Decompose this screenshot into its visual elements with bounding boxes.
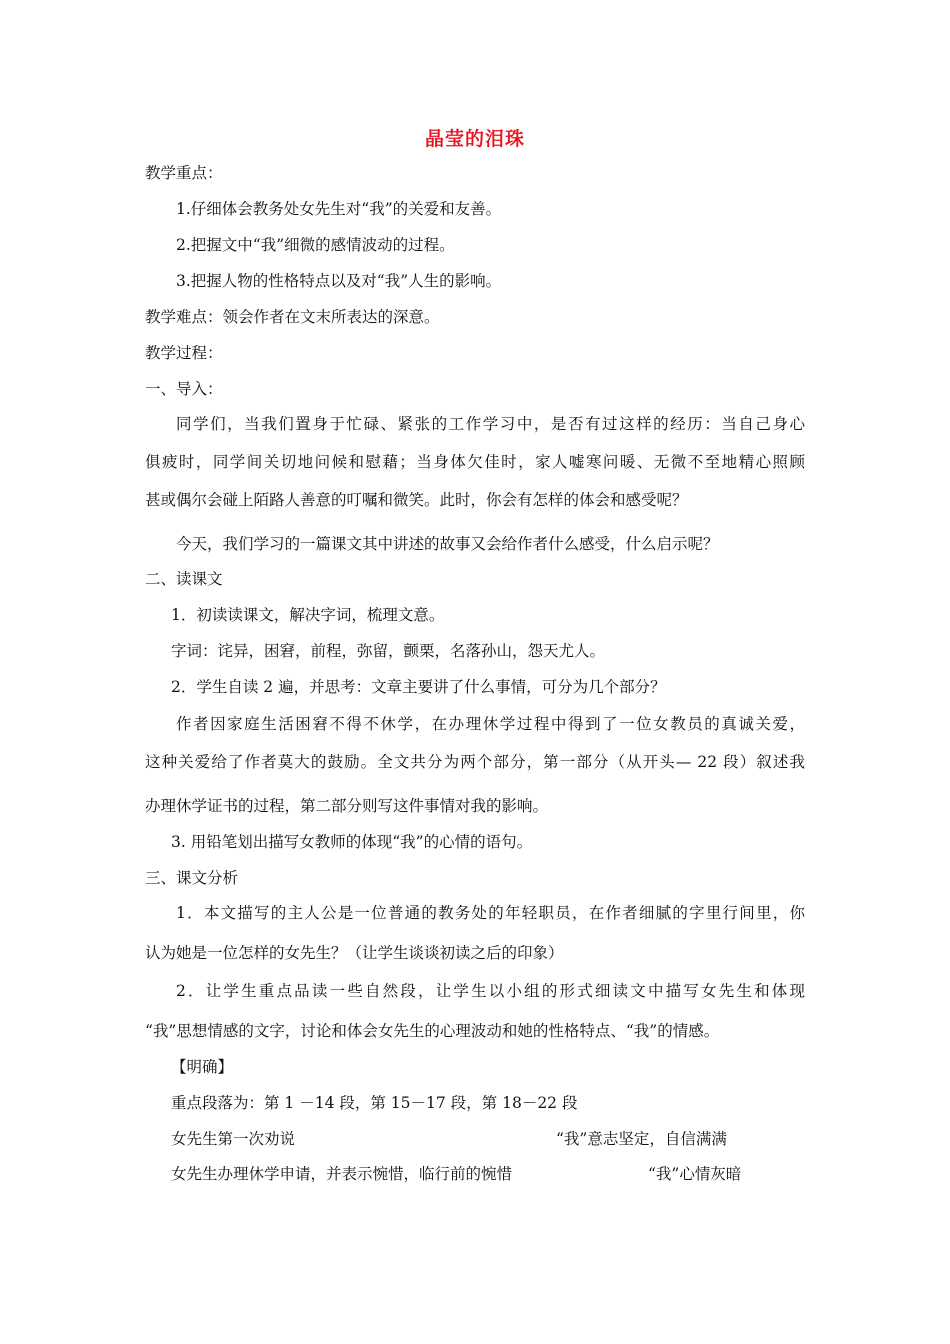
section-heading-read-text: 二、读课文 xyxy=(145,570,223,588)
summary-paragraph-line-3: 办理休学证书的过程，第二部分则写这件事情对我的影响。 xyxy=(145,797,549,815)
clarify-label: 【明确】 xyxy=(171,1058,234,1076)
section-heading-text-analysis: 三、课文分析 xyxy=(145,869,239,887)
table-row-2-right: “我”心情灰暗 xyxy=(648,1165,742,1183)
read-step-1: 1．初读读课文，解决字词，梳理文意。 xyxy=(171,606,445,624)
read-step-3: 3. 用铅笔划出描写女教师的体现“我”的心情的语句。 xyxy=(171,833,533,851)
document-title: 晶莹的泪珠 xyxy=(424,128,525,150)
read-step-2: 2．学生自读 2 遍，并思考：文章主要讲了什么事情，可分为几个部分？ xyxy=(171,678,666,696)
table-row-1-left: 女先生第一次劝说 xyxy=(171,1130,296,1148)
intro-paragraph-line-2: 俱疲时，同学间关切地问候和慰藉；当身体欠佳时，家人嘘寒问暖、无微不至地精心照顾 xyxy=(145,453,805,471)
table-row-2-left: 女先生办理休学申请，并表示惋惜，临行前的惋惜 xyxy=(171,1165,513,1183)
analysis-2-line-1: 2．让学生重点品读一些自然段，让学生以小组的形式细读文中描写女先生和体现 xyxy=(176,982,805,1000)
teaching-difficulty: 教学难点：领会作者在文末所表达的深意。 xyxy=(145,308,440,326)
focus-item-1: 1.仔细体会教务处女先生对“我”的关爱和友善。 xyxy=(176,200,502,218)
focus-item-2: 2.把握文中“我”细微的感情波动的过程。 xyxy=(176,236,455,254)
analysis-2-line-2: “我”思想情感的文字，讨论和体会女先生的心理波动和她的性格特点、“我”的情感。 xyxy=(145,1022,720,1040)
analysis-1-line-2: 认为她是一位怎样的女先生？（让学生谈谈初读之后的印象） xyxy=(145,944,564,962)
intro-paragraph-line-1: 同学们，当我们置身于忙碌、紧张的工作学习中，是否有过这样的经历：当自己身心 xyxy=(176,415,805,433)
table-row-1-right: “我”意志坚定，自信满满 xyxy=(556,1130,727,1148)
intro-paragraph-line-3: 甚或偶尔会碰上陌路人善意的叮嘱和微笑。此时，你会有怎样的体会和感受呢？ xyxy=(145,491,688,509)
summary-paragraph-line-1: 作者因家庭生活困窘不得不休学，在办理休学过程中得到了一位女教员的真诚关爱， xyxy=(176,715,805,733)
section-heading-introduction: 一、导入： xyxy=(145,380,223,398)
section-heading-teaching-focus: 教学重点： xyxy=(145,164,223,182)
intro-paragraph-2: 今天，我们学习的一篇课文其中讲述的故事又会给作者什么感受，什么启示呢？ xyxy=(176,535,719,553)
focus-item-3: 3.把握人物的性格特点以及对“我”人生的影响。 xyxy=(176,272,502,290)
section-heading-teaching-process: 教学过程： xyxy=(145,344,223,362)
summary-paragraph-line-2: 这种关爱给了作者莫大的鼓励。全文共分为两个部分，第一部分（从开头— 22 段）叙述我 xyxy=(145,753,805,771)
key-paragraphs: 重点段落为：第 1 －14 段，第 15－17 段，第 18－22 段 xyxy=(171,1094,578,1112)
analysis-1-line-1: 1．本文描写的主人公是一位普通的教务处的年轻职员，在作者细腻的字里行间里，你 xyxy=(176,904,805,922)
vocabulary-list: 字词：诧异，困窘，前程，弥留，颤栗，名落孙山，怨天尤人。 xyxy=(171,642,606,660)
